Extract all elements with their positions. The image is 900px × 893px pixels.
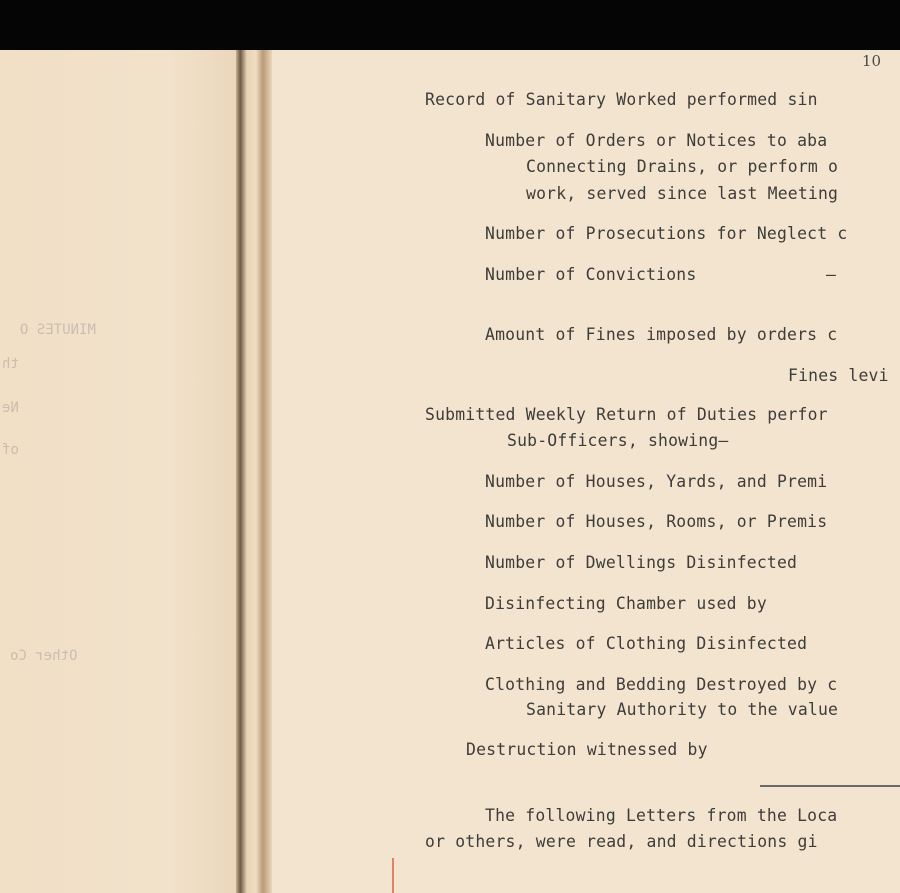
convictions-line: Number of Convictions	[485, 265, 697, 284]
page-number: 10	[862, 52, 882, 70]
top-black-band	[0, 0, 900, 50]
fines-levied-line: Fines levi	[788, 366, 889, 385]
letters-line: or others, were read, and directions gi	[425, 832, 818, 851]
heading-sanitary-work: Record of Sanitary Worked performed sin	[425, 90, 818, 109]
fines-imposed-line: Amount of Fines imposed by orders c	[485, 325, 838, 344]
bleed-through-text: th	[2, 356, 19, 372]
book-gutter	[236, 50, 272, 893]
letters-line: The following Letters from the Loca	[485, 806, 838, 825]
clothing-disinfected-line: Articles of Clothing Disinfected	[485, 634, 808, 653]
orders-notices-line: Number of Orders or Notices to aba	[485, 131, 828, 150]
clothing-destroyed-line: Sanitary Authority to the value	[526, 700, 839, 719]
red-margin-mark	[392, 858, 394, 893]
left-page	[0, 50, 240, 893]
orders-notices-line: Connecting Drains, or perform o	[526, 157, 839, 176]
divider-rule	[760, 785, 900, 787]
orders-notices-line: work, served since last Meeting	[526, 184, 839, 203]
dwellings-disinfected-line: Number of Dwellings Disinfected	[485, 553, 798, 572]
houses-yards-line: Number of Houses, Yards, and Premi	[485, 472, 828, 491]
destruction-witnessed-line: Destruction witnessed by	[466, 740, 708, 759]
bleed-through-text: MINUTES O	[20, 322, 96, 338]
houses-rooms-line: Number of Houses, Rooms, or Premis	[485, 512, 828, 531]
weekly-return-line: Submitted Weekly Return of Duties perfor	[425, 405, 828, 424]
clothing-destroyed-line: Clothing and Bedding Destroyed by c	[485, 675, 838, 694]
disinfecting-chamber-line: Disinfecting Chamber used by	[485, 594, 767, 613]
weekly-return-line: Sub-Officers, showing—	[507, 431, 729, 450]
prosecutions-line: Number of Prosecutions for Neglect c	[485, 224, 848, 243]
bleed-through-text: Ne	[2, 400, 19, 416]
bleed-through-text: of	[2, 442, 19, 458]
convictions-dash: –	[826, 265, 837, 284]
bleed-through-text: Other Co	[10, 648, 78, 664]
